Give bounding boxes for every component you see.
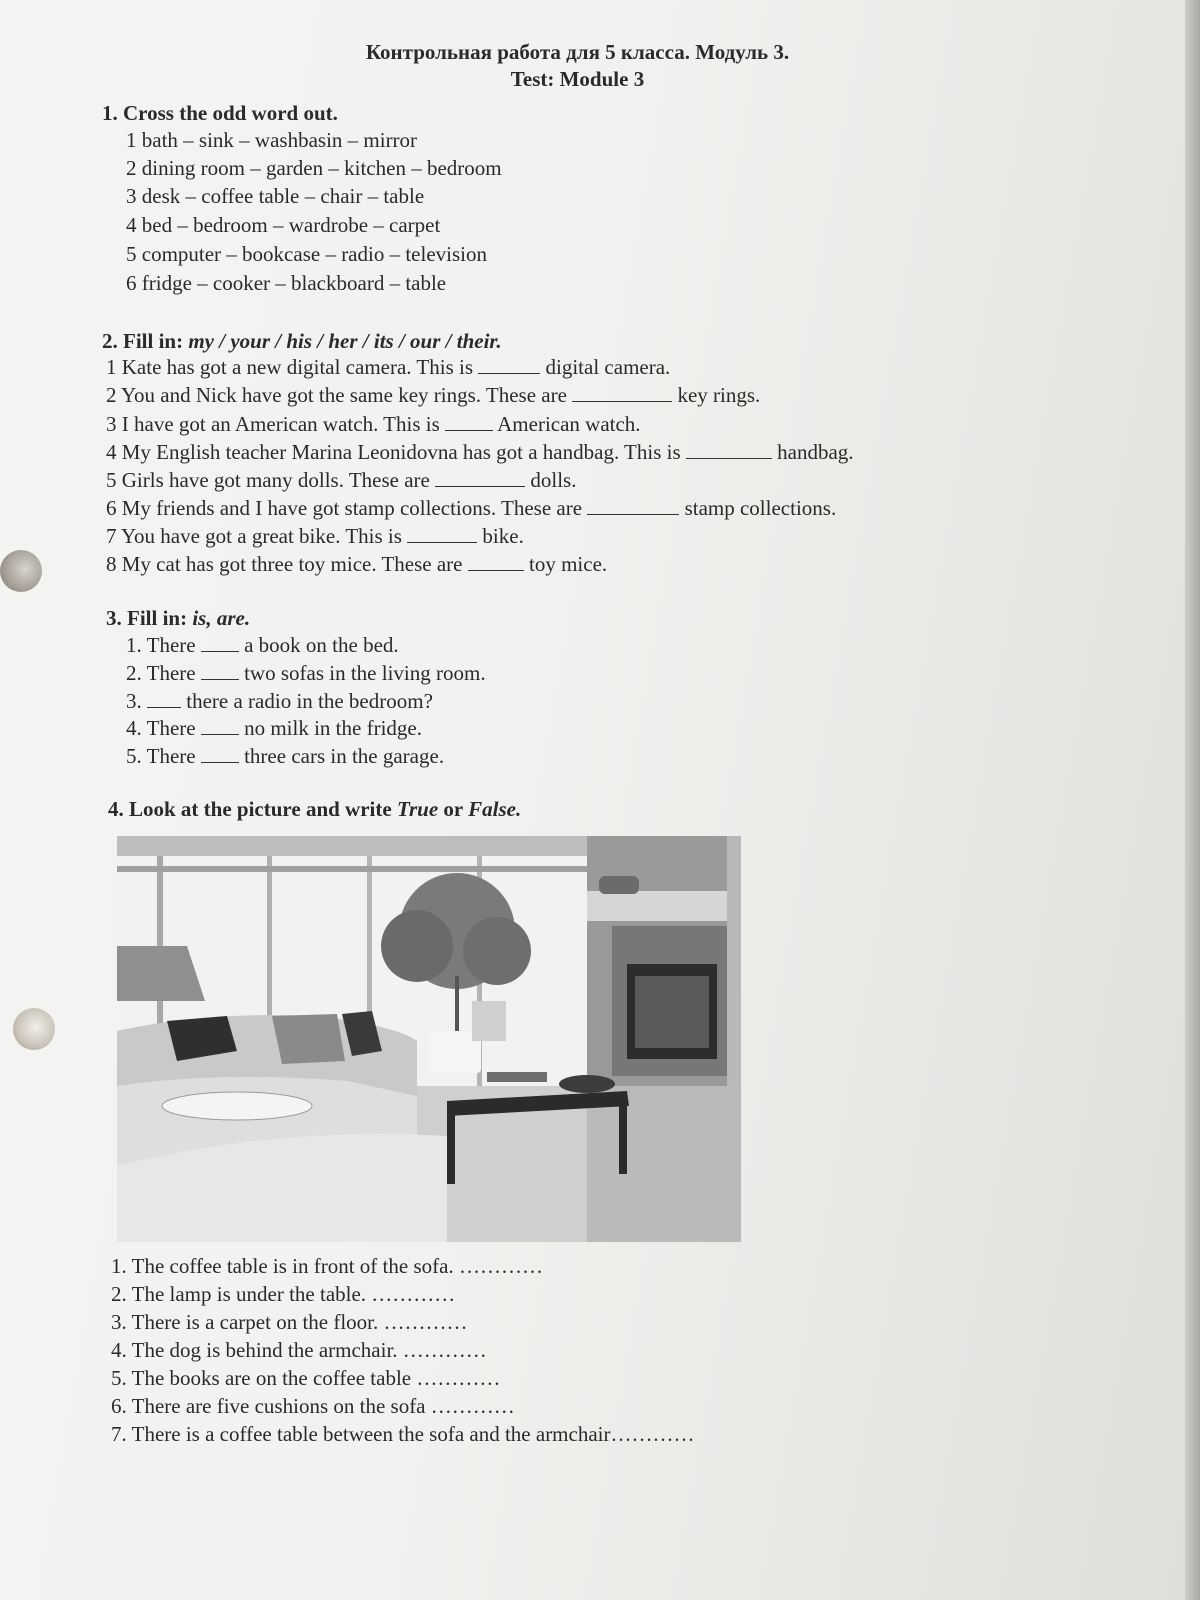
exercise-1-item: 1 bath – sink – washbasin – mirror (126, 128, 418, 152)
exercise-2-heading-prefix: 2. Fill in: (102, 329, 189, 353)
item-text: 4 My English teacher Marina Leonidovna has got a handbag. This is (106, 440, 681, 464)
item-text: there a radio in the bedroom? (186, 689, 433, 713)
item-text: 1 Kate has got a new digital camera. This is (106, 355, 474, 379)
item-text: 3. (126, 689, 142, 713)
exercise-1-item: 3 desk – coffee table – chair – table (126, 184, 425, 208)
item-text: 5. There (126, 744, 196, 768)
item-text: no milk in the fridge. (244, 716, 422, 740)
item-text: 8 My cat has got three toy mice. These are (106, 552, 463, 576)
item-text: three cars in the garage. (244, 744, 445, 768)
exercise-4-heading (108, 797, 521, 822)
exercise-4-item: 7. There is a coffee table between the sofa and the armchair………… (111, 1422, 695, 1446)
item-text: 3 I have got an American watch. This is (106, 412, 440, 436)
exercise-3-heading (106, 606, 250, 631)
item-text: dolls. (530, 468, 577, 492)
answer-blank[interactable] (686, 440, 772, 459)
answer-blank[interactable] (201, 661, 239, 680)
exercise-3-heading-words: is, are. (192, 606, 251, 630)
item-text: key rings. (677, 383, 761, 407)
item-text: 7 You have got a great bike. This is (106, 524, 402, 548)
answer-blank[interactable] (201, 716, 239, 735)
answer-blank[interactable] (478, 355, 540, 374)
exercise-4-item: 2. The lamp is under the table. ………… (111, 1282, 456, 1306)
answer-blank[interactable] (587, 496, 679, 515)
answer-blank[interactable] (435, 468, 525, 487)
item-text: American watch. (497, 412, 641, 436)
exercise-2-item (106, 412, 641, 437)
exercise-3-item (126, 633, 399, 658)
item-text: handbag. (777, 440, 854, 464)
exercise-3-item (126, 744, 444, 769)
word-false: False. (468, 797, 522, 821)
answer-blank[interactable] (445, 412, 493, 431)
exercise-4-heading-prefix: 4. Look at the picture and write (108, 797, 397, 821)
item-text: 5 Girls have got many dolls. These are (106, 468, 430, 492)
exercise-4-item: 4. The dog is behind the armchair. ………… (111, 1338, 487, 1362)
exercise-1-item: 6 fridge – cooker – blackboard – table (126, 271, 447, 295)
item-text: stamp collections. (684, 496, 837, 520)
exercise-3-item (126, 689, 433, 714)
exercise-2-item (106, 552, 607, 577)
word-true: True (396, 797, 439, 821)
exercise-4-item: 6. There are five cushions on the sofa ………… (111, 1394, 515, 1418)
exercise-2-item (106, 496, 836, 521)
exercise-2-item (106, 468, 576, 493)
item-text: 2. There (126, 661, 196, 685)
exercise-3-item (126, 716, 422, 741)
punch-hole (13, 1008, 55, 1050)
item-text: 4. There (126, 716, 196, 740)
exercise-2-heading (102, 329, 502, 354)
exercise-1-item: 4 bed – bedroom – wardrobe – carpet (126, 213, 441, 237)
exercise-4-item: 1. The coffee table is in front of the sofa. ………… (111, 1254, 543, 1278)
answer-blank[interactable] (572, 383, 672, 402)
exercise-1-item: 2 dining room – garden – kitchen – bedroom (126, 156, 502, 180)
exercise-4-item: 3. There is a carpet on the floor. ………… (111, 1310, 468, 1334)
answer-blank[interactable] (201, 744, 239, 763)
item-text: digital camera. (545, 355, 671, 379)
answer-blank[interactable] (147, 689, 181, 708)
word-or: or (438, 797, 469, 821)
exercise-2-item (106, 383, 760, 408)
exercise-4-item: 5. The books are on the coffee table ………… (111, 1366, 501, 1390)
answer-blank[interactable] (201, 633, 239, 652)
item-text: 1. There (126, 633, 196, 657)
item-text: 6 My friends and I have got stamp collections. These are (106, 496, 583, 520)
test-title-english: Test: Module 3 (510, 67, 645, 91)
exercise-2-item (106, 355, 670, 380)
item-text: 2 You and Nick have got the same key rings. These are (106, 383, 567, 407)
item-text: a book on the bed. (244, 633, 399, 657)
exercise-3-item (126, 661, 486, 686)
living-room-photo (117, 836, 741, 1242)
exercise-1-item: 5 computer – bookcase – radio – television (126, 242, 487, 266)
test-title-russian: Контрольная работа для 5 класса. Модуль 3. (365, 40, 790, 64)
exercise-2-item (106, 524, 524, 549)
item-text: toy mice. (529, 552, 608, 576)
item-text: two sofas in the living room. (244, 661, 486, 685)
item-text: bike. (482, 524, 524, 548)
exercise-1-heading: 1. Cross the odd word out. (102, 101, 338, 125)
answer-blank[interactable] (407, 524, 477, 543)
exercise-2-heading-words: my / your / his / her / its / our / their. (188, 329, 502, 353)
punch-hole (0, 550, 42, 592)
living-room-illustration (117, 836, 741, 1242)
answer-blank[interactable] (468, 552, 524, 571)
exercise-2-item (106, 440, 854, 465)
exercise-3-heading-prefix: 3. Fill in: (106, 606, 193, 630)
page-edge-shadow (1185, 0, 1200, 1600)
